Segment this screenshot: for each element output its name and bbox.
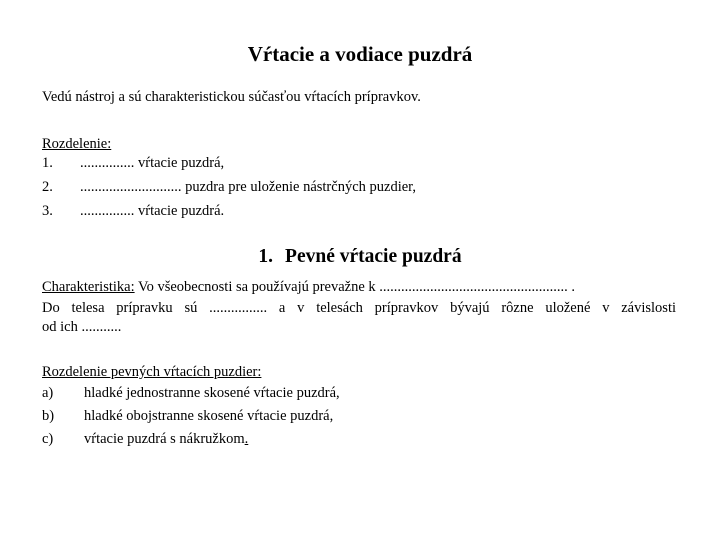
characteristic-line-3: od ich ........... bbox=[42, 319, 122, 335]
characteristic-label: Charakteristika: bbox=[42, 279, 135, 295]
division-item bbox=[42, 178, 416, 197]
fixed-division-item-trail: . bbox=[244, 431, 249, 447]
section-heading bbox=[0, 244, 720, 270]
section-number: 1. bbox=[258, 246, 274, 267]
division-item-number: 2. bbox=[42, 179, 53, 195]
characteristic-line-2: Do telesa prípravku sú ................ a v telesách prípravkov bývajú rôzne uložené v závislosti bbox=[42, 300, 676, 316]
characteristic-text: Vo všeobecnosti sa používajú prevažne k .................................................... . bbox=[134, 279, 576, 295]
section-title: Pevné vŕtacie puzdrá bbox=[285, 246, 462, 267]
fixed-division-heading: Rozdelenie pevných vŕtacích puzdier: bbox=[42, 364, 262, 380]
fixed-division-item-letter: b) bbox=[42, 408, 55, 424]
fixed-division-item-text: hladké obojstranne skosené vŕtacie puzdrá, bbox=[84, 408, 334, 424]
division-item bbox=[42, 154, 224, 173]
fixed-division-item-text: vŕtacie puzdrá s nákružkom bbox=[84, 431, 245, 447]
division-item-text: ............................ puzdra pre uloženie nástrčných puzdier, bbox=[80, 179, 417, 195]
characteristic-line bbox=[42, 278, 575, 297]
division-item-text: ............... vŕtacie puzdrá. bbox=[80, 203, 225, 219]
division-item-text: ............... vŕtacie puzdrá, bbox=[80, 155, 225, 171]
division-item bbox=[42, 202, 224, 221]
fixed-division-item-text: hladké jednostranne skosené vŕtacie puzdrá, bbox=[84, 385, 340, 401]
division-item-number: 3. bbox=[42, 203, 53, 219]
division-heading: Rozdelenie: bbox=[42, 136, 112, 152]
fixed-division-item bbox=[42, 430, 248, 449]
fixed-division-item bbox=[42, 384, 340, 403]
fixed-division-item bbox=[42, 407, 333, 426]
intro-text: Vedú nástroj a sú charakteristickou súčasťou vŕtacích prípravkov. bbox=[42, 89, 421, 105]
fixed-division-item-letter: a) bbox=[42, 385, 54, 401]
page-title: Vŕtacie a vodiace puzdrá bbox=[247, 42, 473, 66]
fixed-division-item-letter: c) bbox=[42, 431, 54, 447]
division-item-number: 1. bbox=[42, 155, 53, 171]
